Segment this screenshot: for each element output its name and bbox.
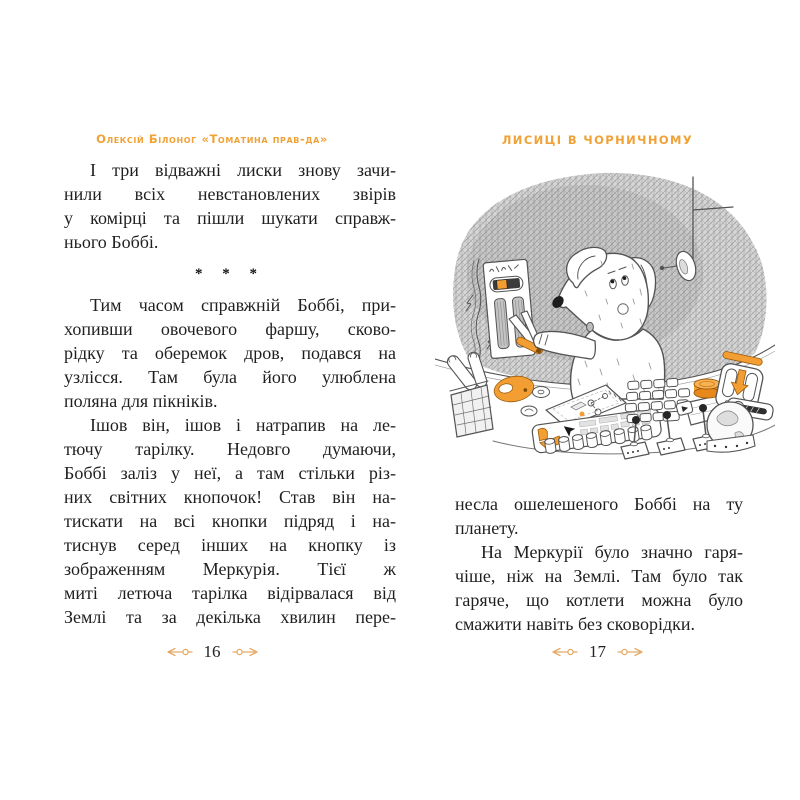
text-line: Землі та за декілька хвилин пере- [64, 607, 396, 627]
text-line: чіше, ніж на Землі. Там було так [455, 566, 743, 586]
body-text-right [455, 492, 743, 636]
running-head-left: Олексій Білоног «Томатина прав-да» [96, 132, 328, 146]
paragraph [455, 492, 743, 540]
text-line: хопивши овочевого фаршу, сково- [64, 319, 396, 339]
saucer-cockpit-drawing [435, 163, 775, 478]
folio-flourish-right-icon [232, 647, 258, 657]
text-line: узлісся. Там була його улюблена [64, 367, 396, 387]
illustration-flying-saucer-cockpit [435, 163, 775, 478]
text-line: зображенням Меркурія. Тієї ж [64, 559, 396, 579]
body-text-left [64, 158, 396, 629]
text-line: І три відважні лиски знову зачи- [90, 160, 396, 180]
text-line: нили всіх невстановлених звірів [64, 184, 396, 204]
globe-dome [707, 402, 755, 452]
text-line: них світних кнопочок! Став він на- [64, 487, 396, 507]
text-line: Тим часом справжній Боббі, при- [90, 295, 396, 315]
text-line: планету. [455, 518, 519, 538]
text-line: Ішов він, ішов і натрапив на ле- [90, 415, 396, 435]
text-line: Боббі заліз у неї, а там стільки різ- [64, 463, 396, 483]
running-head-right: ЛИСИЦІ В ЧОРНИЧНОМУ [501, 133, 694, 147]
text-line: у комірці та пішли шукати справж- [64, 208, 396, 228]
page-footer-left [64, 642, 360, 662]
text-line: тискати на всі кнопки підряд і на- [64, 511, 396, 531]
text-line: поляна для пікніків. [64, 391, 218, 411]
folio-flourish-left-icon [552, 647, 578, 657]
text-line: рідку та оберемок дров, подався на [64, 343, 396, 363]
section-separator: * * * [195, 266, 265, 282]
dog-mouth [587, 322, 594, 331]
paragraph [64, 158, 396, 254]
paragraph [64, 413, 396, 629]
text-line: смажити навіть без сковорідки. [455, 614, 695, 634]
text-line: гаряче, що котлети можна було [455, 590, 743, 610]
text-line: нього Боббі. [64, 232, 159, 252]
paragraph [64, 293, 396, 413]
text-line: тючу тарілку. Недовго думаючи, [64, 439, 396, 459]
page-footer-right [430, 642, 765, 662]
text-line: На Меркурії було значно гаря- [481, 542, 743, 562]
text-line: несла ошелешеного Боббі на ту [455, 494, 743, 514]
text-line: тиснув серед інших на кнопку із [64, 535, 396, 555]
folio-flourish-left-icon [167, 647, 193, 657]
paragraph [455, 540, 743, 636]
folio-flourish-right-icon [617, 647, 643, 657]
dog-chest-spot [618, 304, 628, 314]
text-line: миті летюча тарілка відірвалася від [64, 583, 396, 603]
page-number-left: 16 [203, 642, 221, 661]
page-number-right: 17 [589, 642, 606, 661]
